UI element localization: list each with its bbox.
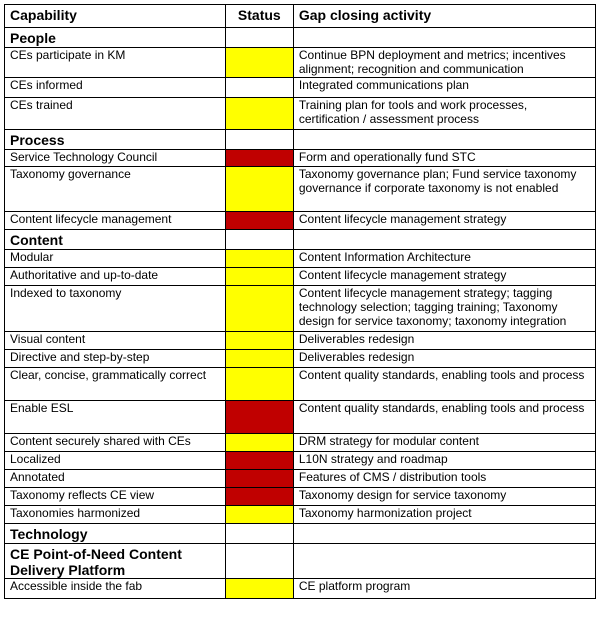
section-title: Content	[5, 230, 226, 250]
section-title: Process	[5, 130, 226, 150]
capability-cell: CEs participate in KM	[5, 48, 226, 78]
status-red-cell	[225, 488, 293, 506]
section-header-row	[5, 230, 596, 250]
gap-activity-cell: Training plan for tools and work processes, certification / assessment process	[293, 98, 595, 130]
status-red-cell	[225, 452, 293, 470]
section-gap-cell	[293, 28, 595, 48]
status-yellow-cell	[225, 98, 293, 130]
gap-activity-cell: Content quality standards, enabling tools and process	[293, 401, 595, 434]
gap-activity-cell: Deliverables redesign	[293, 350, 595, 368]
capability-cell: Visual content	[5, 332, 226, 350]
capability-cell: Service Technology Council	[5, 150, 226, 167]
section-title: Technology	[5, 524, 226, 544]
section-status-cell	[225, 28, 293, 48]
section-header-row	[5, 130, 596, 150]
status-yellow-cell	[225, 434, 293, 452]
section-status-cell	[225, 230, 293, 250]
table-row	[5, 78, 596, 98]
section-gap-cell	[293, 524, 595, 544]
capability-cell: Indexed to taxonomy	[5, 286, 226, 332]
capability-cell: CEs informed	[5, 78, 226, 98]
status-yellow-cell	[225, 250, 293, 268]
capability-cell: CEs trained	[5, 98, 226, 130]
table-row	[5, 98, 596, 130]
gap-activity-cell: L10N strategy and roadmap	[293, 452, 595, 470]
capability-cell: Modular	[5, 250, 226, 268]
section-status-cell	[225, 544, 293, 579]
section-header-row	[5, 28, 596, 48]
table-body	[5, 28, 596, 599]
capability-cell: Localized	[5, 452, 226, 470]
capability-gap-table	[4, 4, 596, 599]
capability-cell: Content lifecycle management	[5, 212, 226, 230]
gap-activity-cell: Continue BPN deployment and metrics; incentives alignment; recognition and communication	[293, 48, 595, 78]
gap-activity-cell: Content lifecycle management strategy	[293, 268, 595, 286]
status-red-cell	[225, 470, 293, 488]
status-red-cell	[225, 401, 293, 434]
gap-activity-cell: Form and operationally fund STC	[293, 150, 595, 167]
gap-activity-cell: DRM strategy for modular content	[293, 434, 595, 452]
status-yellow-cell	[225, 506, 293, 524]
gap-activity-cell: Integrated communications plan	[293, 78, 595, 98]
status-yellow-cell	[225, 332, 293, 350]
gap-activity-cell: Content Information Architecture	[293, 250, 595, 268]
capability-column-header: Capability	[5, 5, 226, 28]
table-row	[5, 470, 596, 488]
section-gap-cell	[293, 130, 595, 150]
section-gap-cell	[293, 230, 595, 250]
capability-cell: Taxonomy governance	[5, 167, 226, 212]
gap-activity-cell: Taxonomy harmonization project	[293, 506, 595, 524]
table-row	[5, 401, 596, 434]
section-status-cell	[225, 524, 293, 544]
capability-cell: Enable ESL	[5, 401, 226, 434]
capability-cell: Accessible inside the fab	[5, 579, 226, 599]
gap-activity-cell: Features of CMS / distribution tools	[293, 470, 595, 488]
table-row	[5, 579, 596, 599]
table-row	[5, 212, 596, 230]
table-row	[5, 150, 596, 167]
gap-column-header: Gap closing activity	[293, 5, 595, 28]
table-row	[5, 434, 596, 452]
status-column-header: Status	[225, 5, 293, 28]
status-yellow-cell	[225, 268, 293, 286]
section-header-row	[5, 544, 596, 579]
capability-cell: Directive and step-by-step	[5, 350, 226, 368]
table-row	[5, 286, 596, 332]
status-yellow-cell	[225, 350, 293, 368]
capability-cell: Content securely shared with CEs	[5, 434, 226, 452]
status-red-cell	[225, 212, 293, 230]
status-yellow-cell	[225, 167, 293, 212]
capability-cell: Taxonomies harmonized	[5, 506, 226, 524]
section-title: CE Point-of-Need Content Delivery Platform	[5, 544, 226, 579]
status-yellow-cell	[225, 579, 293, 599]
gap-activity-cell: Content quality standards, enabling tools and process	[293, 368, 595, 401]
table-row	[5, 506, 596, 524]
table-row	[5, 350, 596, 368]
table-row	[5, 488, 596, 506]
section-header-row	[5, 524, 596, 544]
status-empty-cell	[225, 78, 293, 98]
section-gap-cell	[293, 544, 595, 579]
status-yellow-cell	[225, 368, 293, 401]
section-status-cell	[225, 130, 293, 150]
gap-activity-cell: Taxonomy governance plan; Fund service taxonomy governance if corporate taxonomy is not enabled	[293, 167, 595, 212]
table-row	[5, 268, 596, 286]
capability-cell: Annotated	[5, 470, 226, 488]
header-row	[5, 5, 596, 28]
section-title: People	[5, 28, 226, 48]
table-row	[5, 48, 596, 78]
capability-cell: Authoritative and up-to-date	[5, 268, 226, 286]
capability-cell: Taxonomy reflects CE view	[5, 488, 226, 506]
table-row	[5, 368, 596, 401]
gap-activity-cell: Content lifecycle management strategy	[293, 212, 595, 230]
gap-activity-cell: CE platform program	[293, 579, 595, 599]
table-row	[5, 452, 596, 470]
table-row	[5, 250, 596, 268]
gap-activity-cell: Content lifecycle management strategy; tagging technology selection; tagging training; Taxonomy design for service taxonomy; taxonomy integration	[293, 286, 595, 332]
status-yellow-cell	[225, 48, 293, 78]
gap-activity-cell: Deliverables redesign	[293, 332, 595, 350]
status-red-cell	[225, 150, 293, 167]
gap-activity-cell: Taxonomy design for service taxonomy	[293, 488, 595, 506]
table-row	[5, 332, 596, 350]
status-yellow-cell	[225, 286, 293, 332]
capability-cell: Clear, concise, grammatically correct	[5, 368, 226, 401]
table-row	[5, 167, 596, 212]
